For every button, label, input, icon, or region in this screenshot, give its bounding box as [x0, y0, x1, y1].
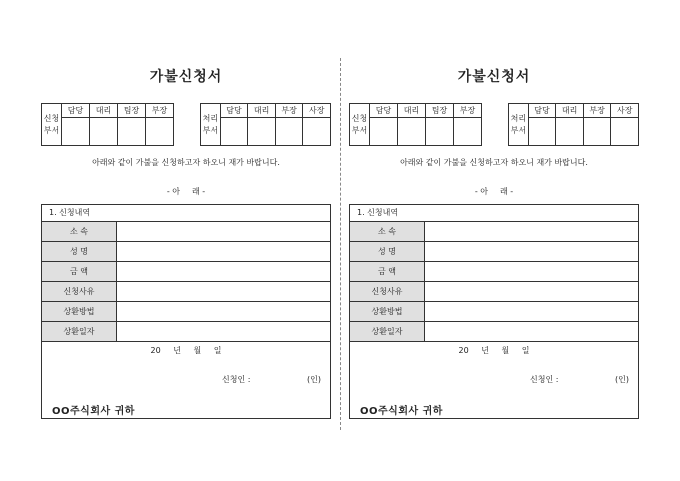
field-row-name	[350, 242, 638, 262]
signature-cell[interactable]	[528, 118, 556, 146]
form-title: 가불신청서	[149, 69, 223, 85]
approval-header: 대리	[398, 104, 426, 118]
date-line: 20 년 월 일	[458, 346, 530, 355]
field-row-reason	[350, 282, 638, 302]
field-row-amount	[350, 262, 638, 282]
field-row-repayment-method	[42, 302, 330, 322]
field-row-name	[42, 242, 330, 262]
approval-header: 담당	[220, 104, 248, 118]
field-input[interactable]	[117, 322, 330, 341]
field-label: 성 명	[350, 242, 425, 261]
field-input[interactable]	[117, 302, 330, 321]
signature-cell[interactable]	[303, 118, 331, 146]
field-label: 소 속	[42, 222, 117, 241]
intro-text: 아래와 같이 가불을 신청하고자 하오니 재가 바랍니다.	[92, 158, 280, 167]
approval-side-label: 처리 부서	[201, 104, 221, 146]
form-title: 가불신청서	[457, 69, 531, 85]
field-label: 상환방법	[42, 302, 117, 321]
field-label: 금 액	[42, 262, 117, 281]
approval-header: 사장	[611, 104, 639, 118]
request-dept-approval-table	[349, 103, 482, 146]
signature-cell[interactable]	[275, 118, 303, 146]
intro-text: 아래와 같이 가불을 신청하고자 하오니 재가 바랍니다.	[400, 158, 588, 167]
field-input[interactable]	[117, 282, 330, 301]
signature-cell[interactable]	[426, 118, 454, 146]
date-line: 20 년 월 일	[150, 346, 222, 355]
below-heading: - 아 래 -	[474, 187, 514, 196]
approval-header: 부장	[146, 104, 174, 118]
approval-header: 담당	[370, 104, 398, 118]
field-label: 상환일자	[42, 322, 117, 341]
field-label: 상환방법	[350, 302, 425, 321]
field-row-repayment-date	[42, 322, 330, 342]
signature-cell[interactable]	[90, 118, 118, 146]
approval-header: 부장	[275, 104, 303, 118]
field-label: 성 명	[42, 242, 117, 261]
signature-cell[interactable]	[398, 118, 426, 146]
approval-header: 사장	[303, 104, 331, 118]
field-row-repayment-date	[350, 322, 638, 342]
advance-request-form-left	[41, 0, 331, 481]
approval-side-label: 신청 부서	[350, 104, 370, 146]
field-row-affiliation	[42, 222, 330, 242]
field-label: 신청사유	[42, 282, 117, 301]
signature-cell[interactable]	[220, 118, 248, 146]
field-input[interactable]	[425, 242, 638, 261]
signature-cell[interactable]	[146, 118, 174, 146]
request-details-box	[349, 204, 639, 419]
addressee: OO주식회사 귀하	[52, 406, 135, 417]
signature-cell[interactable]	[248, 118, 276, 146]
field-row-amount	[42, 262, 330, 282]
field-row-reason	[42, 282, 330, 302]
request-details-box	[41, 204, 331, 419]
approval-side-label: 신청 부서	[42, 104, 62, 146]
field-input[interactable]	[117, 262, 330, 281]
field-label: 상환일자	[350, 322, 425, 341]
below-heading: - 아 래 -	[166, 187, 206, 196]
field-input[interactable]	[425, 322, 638, 341]
process-dept-approval-table	[508, 103, 639, 146]
section-title: 1. 신청내역	[42, 205, 330, 222]
approval-side-label: 처리 부서	[509, 104, 529, 146]
applicant-label: 신청인 :	[530, 375, 559, 384]
seal-mark: (인)	[307, 375, 321, 384]
approval-header: 부장	[454, 104, 482, 118]
field-row-repayment-method	[350, 302, 638, 322]
applicant-label: 신청인 :	[222, 375, 251, 384]
field-input[interactable]	[117, 242, 330, 261]
cut-line-divider	[340, 58, 341, 430]
approval-header: 팀장	[426, 104, 454, 118]
approval-header: 부장	[583, 104, 611, 118]
approval-header: 대리	[248, 104, 276, 118]
signature-cell[interactable]	[62, 118, 90, 146]
field-row-affiliation	[350, 222, 638, 242]
advance-request-form-right	[349, 0, 639, 481]
signature-cell[interactable]	[583, 118, 611, 146]
field-label: 소 속	[350, 222, 425, 241]
field-input[interactable]	[425, 262, 638, 281]
field-input[interactable]	[117, 222, 330, 241]
process-dept-approval-table	[200, 103, 331, 146]
field-input[interactable]	[425, 282, 638, 301]
approval-header: 대리	[90, 104, 118, 118]
approval-header: 대리	[556, 104, 584, 118]
signature-cell[interactable]	[611, 118, 639, 146]
field-input[interactable]	[425, 302, 638, 321]
field-label: 신청사유	[350, 282, 425, 301]
approval-header: 담당	[62, 104, 90, 118]
signature-cell[interactable]	[454, 118, 482, 146]
approval-header: 담당	[528, 104, 556, 118]
seal-mark: (인)	[615, 375, 629, 384]
field-label: 금 액	[350, 262, 425, 281]
signature-cell[interactable]	[118, 118, 146, 146]
field-input[interactable]	[425, 222, 638, 241]
addressee: OO주식회사 귀하	[360, 406, 443, 417]
signature-cell[interactable]	[370, 118, 398, 146]
signature-cell[interactable]	[556, 118, 584, 146]
request-dept-approval-table	[41, 103, 174, 146]
section-title: 1. 신청내역	[350, 205, 638, 222]
approval-header: 팀장	[118, 104, 146, 118]
